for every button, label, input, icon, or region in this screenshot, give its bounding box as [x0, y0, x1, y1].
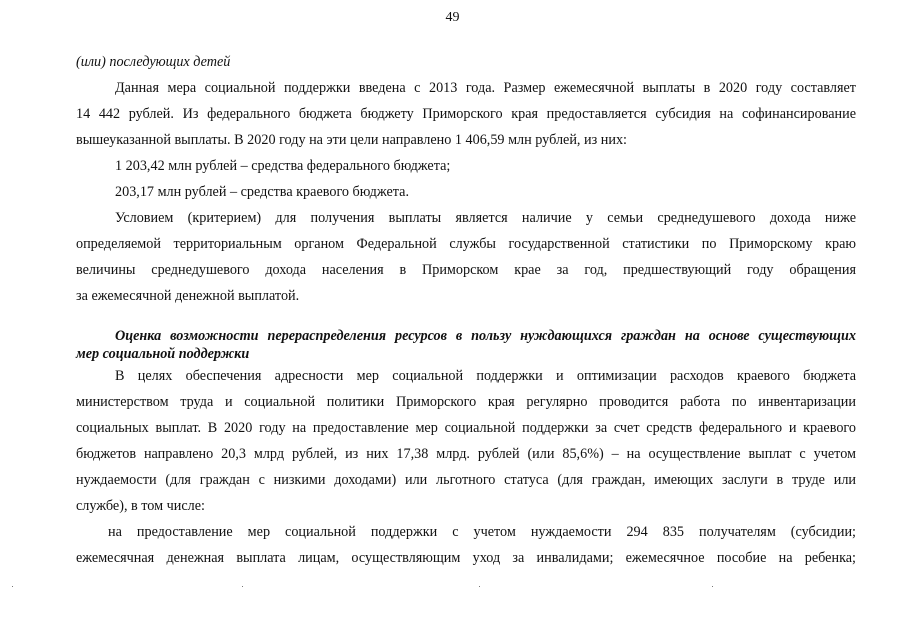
section-gap [76, 309, 856, 327]
document-body [76, 49, 856, 571]
paragraph-3-line: социальных выплат. В 2020 году на предоставление мер социальной поддержки за счет средств федерального и краевого [76, 420, 856, 436]
paragraph-3-line: нуждаемости (для граждан с низкими доходами) или льготного статуса (для граждан, имеющих заслуги в труде или [76, 472, 856, 488]
paragraph-3-line: министерством труда и социальной политики Приморского края регулярно проводится работа по инвентаризации [76, 394, 856, 410]
paragraph-1 [76, 75, 856, 153]
paragraph-4-line: ежемесячная денежная выплата лицам, осуществляющим уход за инвалидами; ежемесячное пособие на ребенка; [76, 550, 856, 566]
section-heading-line: Оценка возможности перераспределения ресурсов в пользу нуждающихся граждан на основе существующих [115, 328, 856, 344]
scan-dot [242, 586, 243, 587]
paragraph-4-line: на предоставление мер социальной поддержки с учетом нуждаемости 294 835 получателям (субсидии; [108, 524, 856, 540]
section-heading-line: мер социальной поддержки [76, 346, 250, 362]
paragraph-2-line: Условием (критерием) для получения выплаты является наличие у семьи среднедушевого дохода ниже [115, 210, 856, 226]
scan-dot [712, 586, 713, 587]
scan-artifacts [0, 586, 905, 590]
scan-dot [479, 586, 480, 587]
page-number: 49 [445, 10, 460, 25]
section-heading [76, 327, 856, 363]
paragraph-1-line: 14 442 рублей. Из федерального бюджета бюджету Приморского края предоставляется субсидия на софинансирование [76, 106, 856, 122]
paragraph-4 [76, 519, 856, 571]
paragraph-3-line: бюджетов направлено 20,3 млрд рублей, из них 17,38 млрд. рублей (или 85,6%) – на осуществление выплат с учетом [76, 446, 856, 462]
paragraph-2-line: за ежемесячной денежной выплатой. [76, 288, 300, 304]
paragraph-1-line: Данная мера социальной поддержки введена с 2013 года. Размер ежемесячной выплаты в 2020 году составляет [115, 80, 856, 96]
paragraph-3 [76, 363, 856, 519]
list-item: 203,17 млн рублей – средства краевого бюджета. [115, 184, 409, 200]
scan-dot [12, 586, 13, 587]
paragraph-3-line: В целях обеспечения адресности мер социальной поддержки и оптимизации расходов краевого бюджета [115, 368, 856, 384]
paragraph-2-line: определяемой территориальным органом Федеральной службы государственной статистики по Приморскому краю [76, 236, 856, 252]
top-fragment: (или) последующих детей [76, 54, 231, 70]
paragraph-2-line: величины среднедушевого дохода населения в Приморском крае за год, предшествующий году обращения [76, 262, 856, 278]
paragraph-3-line: службе), в том числе: [76, 498, 205, 514]
paragraph-2 [76, 205, 856, 309]
funding-list [76, 153, 856, 205]
paragraph-1-line: вышеуказанной выплаты. В 2020 году на эти цели направлено 1 406,59 млн рублей, из них: [76, 132, 627, 148]
list-item: 1 203,42 млн рублей – средства федерального бюджета; [115, 158, 451, 174]
